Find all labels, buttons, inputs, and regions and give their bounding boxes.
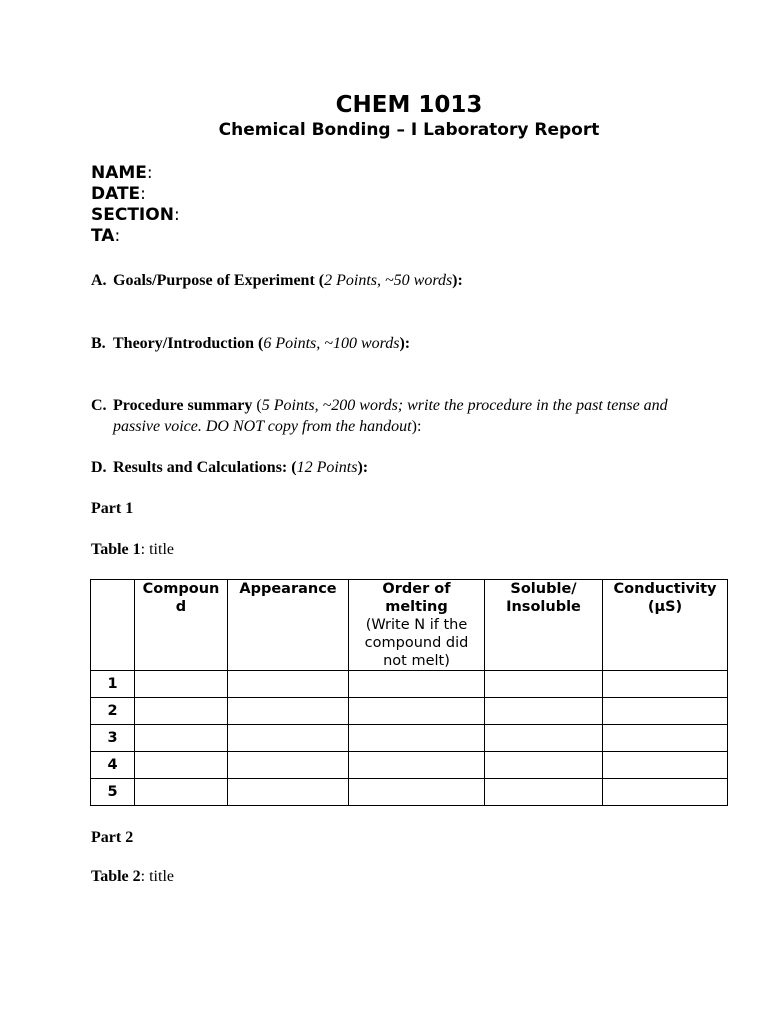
solubility-cell[interactable] <box>485 779 603 806</box>
appearance-cell[interactable] <box>228 671 349 698</box>
section-c-open: ( <box>252 397 262 414</box>
header-order-of-melting <box>349 580 485 671</box>
compound-cell[interactable] <box>135 752 228 779</box>
section-b-end: ): <box>399 335 411 352</box>
compound-cell[interactable] <box>135 671 228 698</box>
table-row <box>91 698 728 725</box>
section-a-detail: 2 Points, ~50 words <box>324 272 453 289</box>
document-title: CHEM 1013 <box>335 92 483 118</box>
table-row <box>91 752 728 779</box>
melting-cell[interactable] <box>349 779 485 806</box>
results-table-1 <box>90 579 728 806</box>
conductivity-cell[interactable] <box>603 752 728 779</box>
melting-cell[interactable] <box>349 725 485 752</box>
row-number: 1 <box>91 671 135 698</box>
section-b-letter: B. <box>91 335 106 352</box>
name-label: NAME <box>91 163 147 183</box>
table-row <box>91 725 728 752</box>
appearance-cell[interactable] <box>228 779 349 806</box>
name-field <box>91 163 153 184</box>
table-row <box>91 779 728 806</box>
ta-label: TA <box>91 226 115 246</box>
section-c-heading <box>91 395 668 437</box>
compound-cell[interactable] <box>135 779 228 806</box>
section-a-heading <box>91 270 463 291</box>
section-d-heading <box>91 457 368 478</box>
row-number: 5 <box>91 779 135 806</box>
section-c-letter: C. <box>91 397 107 414</box>
section-a-title: Goals/Purpose of Experiment ( <box>113 272 325 289</box>
section-c-end: ): <box>411 418 422 435</box>
header-order-of-melting-label: Order of melting <box>382 581 451 615</box>
table2-title: : title <box>140 868 174 885</box>
table2-caption <box>91 868 174 886</box>
header-compound: Compoun d <box>135 580 228 671</box>
melting-cell[interactable] <box>349 752 485 779</box>
section-d-letter: D. <box>91 459 107 476</box>
conductivity-cell[interactable] <box>603 725 728 752</box>
section-b-detail: 6 Points, ~100 words <box>263 335 400 352</box>
date-separator: : <box>140 184 146 204</box>
section-a-end: ): <box>452 272 463 289</box>
solubility-cell[interactable] <box>485 725 603 752</box>
appearance-cell[interactable] <box>228 698 349 725</box>
conductivity-cell[interactable] <box>603 779 728 806</box>
section-a-letter: A. <box>91 272 107 289</box>
section-d-title: Results and Calculations: ( <box>113 459 297 476</box>
table1-title: : title <box>140 541 174 558</box>
ta-field <box>91 226 120 247</box>
compound-cell[interactable] <box>135 698 228 725</box>
table2-label: Table 2 <box>91 868 141 885</box>
table-header-row <box>91 580 728 671</box>
section-d-end: ): <box>357 459 369 476</box>
appearance-cell[interactable] <box>228 725 349 752</box>
name-separator: : <box>146 163 153 183</box>
solubility-cell[interactable] <box>485 752 603 779</box>
document-subtitle: Chemical Bonding – I Laboratory Report <box>218 120 600 140</box>
conductivity-cell[interactable] <box>603 671 728 698</box>
part2-label: Part 2 <box>91 829 134 846</box>
section-b-title: Theory/Introduction ( <box>113 335 264 352</box>
row-number: 4 <box>91 752 135 779</box>
section-b-heading <box>91 333 410 354</box>
solubility-cell[interactable] <box>485 671 603 698</box>
section-label: SECTION <box>91 205 174 225</box>
row-number: 3 <box>91 725 135 752</box>
appearance-cell[interactable] <box>228 752 349 779</box>
solubility-cell[interactable] <box>485 698 603 725</box>
section-c-title: Procedure summary <box>113 397 253 414</box>
header-blank <box>91 580 135 671</box>
section-d-detail: 12 Points <box>296 459 358 476</box>
section-c-detail-line1: 5 Points, ~200 words; write the procedure in the past tense and <box>261 397 668 414</box>
section-c-detail-line2: passive voice. DO NOT copy from the handout <box>113 418 412 435</box>
ta-separator: : <box>114 226 121 246</box>
compound-cell[interactable] <box>135 725 228 752</box>
section-separator: : <box>173 205 180 225</box>
table1-caption <box>91 541 174 559</box>
table-row <box>91 671 728 698</box>
part1-label: Part 1 <box>91 500 134 517</box>
date-label: DATE <box>91 184 141 204</box>
melting-cell[interactable] <box>349 698 485 725</box>
header-order-of-melting-note: (Write N if the compound did not melt) <box>364 617 469 669</box>
row-number: 2 <box>91 698 135 725</box>
melting-cell[interactable] <box>349 671 485 698</box>
date-field <box>91 184 146 205</box>
header-soluble: Soluble/ Insoluble <box>485 580 603 671</box>
table1-label: Table 1 <box>91 541 141 558</box>
conductivity-cell[interactable] <box>603 698 728 725</box>
section-field <box>91 205 180 226</box>
header-conductivity: Conductivity (μS) <box>603 580 728 671</box>
header-appearance: Appearance <box>228 580 349 671</box>
